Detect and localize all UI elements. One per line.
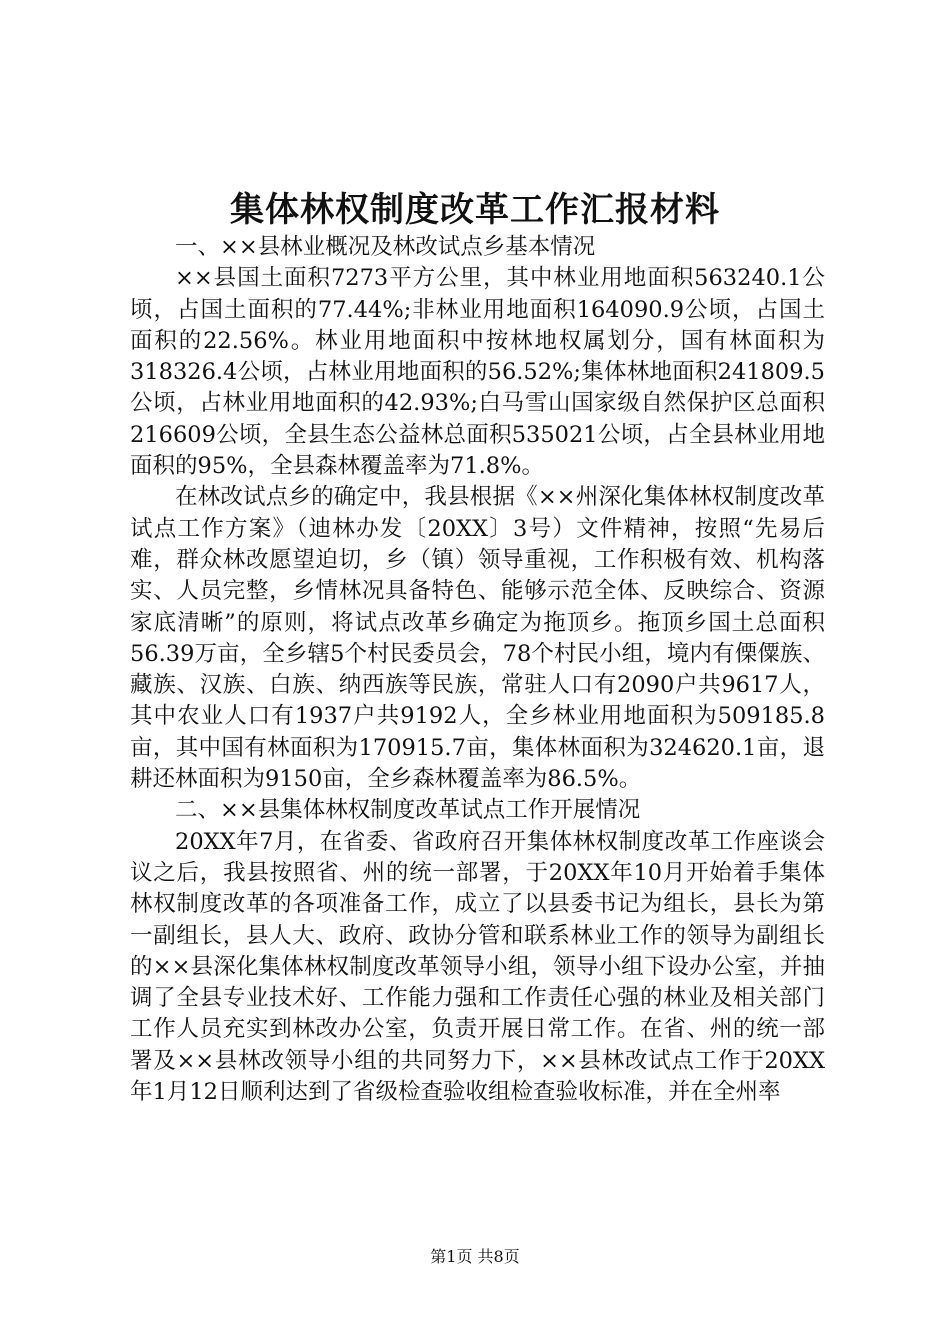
document-title: 集体林权制度改革工作汇报材料 bbox=[230, 190, 720, 230]
page-footer: 第1页 共8页 bbox=[430, 1247, 520, 1266]
section-heading-2: 二、××县集体林权制度改革试点工作开展情况 bbox=[175, 797, 641, 824]
paragraph-county-overview: ××县国土面积7273平方公里，其中林业用地面积563240.1公顷，占国土面积的77.44%;非林业用地面积164090.9公顷，占国土面积的22.56%。林业用地面积中按林地权属划分，国有林面积为318326.4公顷，占林业用地面积的56.52%;集体林地面积241809.5公顷，占林业用地面积的42.93%;白马雪山国家级自然保护区总面积216609公顷，全县生态公益林总面积535021公顷，占全县林业用地面积的95%，全县森林覆盖率为71.8%。 bbox=[130, 265, 825, 480]
paragraph-pilot-township: 在林改试点乡的确定中，我县根据《××州深化集体林权制度改革试点工作方案》（迪林办发〔20XX〕3号）文件精神，按照“先易后难，群众林改愿望迫切，乡（镇）领导重视，工作积极有效、机构落实、人员完整，乡情林况具备特色、能够示范全体、反映综合、资源家底清晰”的原则，将试点改革乡确定为拖顶乡。拖顶乡国土总面积56.39万亩，全乡辖5个村民委员会，78个村民小组，境内有傈僳族、藏族、汉族、白族、纳西族等民族，常驻人口有2090户共9617人，其中农业人口有1937户共9192人，全乡林业用地面积为509185.8亩，其中国有林面积为170915.7亩，集体林面积为324620.1亩，退耕还林面积为9150亩，全乡森林覆盖率为86.5%。 bbox=[130, 484, 825, 793]
section-heading-1: 一、××县林业概况及林改试点乡基本情况 bbox=[175, 234, 596, 260]
paragraph-reform-progress: 20XX年7月，在省委、省政府召开集体林权制度改革工作座谈会议之后，我县按照省、州的统一部署，于20XX年10月开始着手集体林权制度改革的各项准备工作，成立了以县委书记为组长，县长为第一副组长，县人大、政府、政协分管和联系林业工作的领导为副组长的××县深化集体林权制度改革领导小组，领导小组下设办公室，并抽调了全县专业技术好、工作能力强和工作责任心强的林业及相关部门工作人员充实到林改办公室，负责开展日常工作。在省、州的统一部署及××县林改领导小组的共同努力下，××县林改试点工作于20XX年1月12日顺利达到了省级检查验收组检查验收标准，并在全州率 bbox=[130, 828, 825, 1106]
document-body bbox=[130, 232, 825, 1108]
